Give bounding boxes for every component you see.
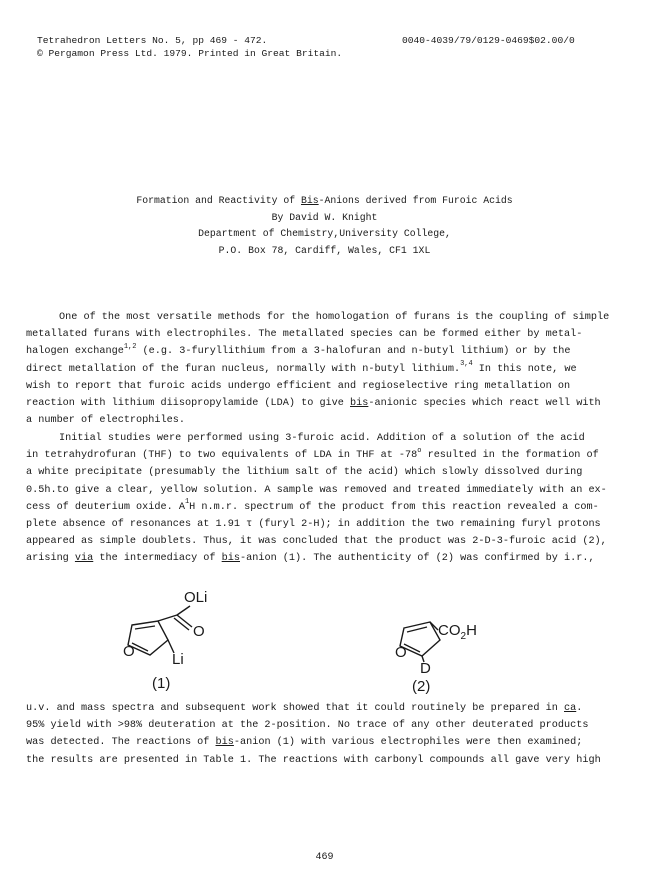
affiliation-line-1: Department of Chemistry,University College, xyxy=(198,228,451,239)
structure-1-oli: OLi xyxy=(184,589,208,606)
structure-2 xyxy=(390,610,510,698)
paragraph-3: u.v. and mass spectra and subsequent work showed that it could routinely be prepared in ca. 95% yield with >98% deuteration at the 2-position. No trace of any other deuterated products was detected. The reactions of bis-anion (1) with various electrophiles were then examined; the results are presented in Table 1. The reactions with carbonyl compounds all gave very high xyxy=(26,703,601,766)
structure-2-co2h: $CO_2H$ xyxy=(438,622,477,642)
structure-1-ring-o: O xyxy=(123,643,135,660)
structure-1-label: (1) xyxy=(152,675,171,692)
affiliation-line-2: P.O. Box 78, Cardiff, Wales, CF1 1XL xyxy=(218,244,431,256)
title-block xyxy=(0,193,649,259)
journal-citation: Tetrahedron Letters No. 5, pp 469 - 472. xyxy=(37,35,268,46)
author-line: By David W. Knight xyxy=(271,211,378,223)
structure-1 xyxy=(110,585,230,697)
structure-1-li: Li xyxy=(172,651,184,668)
copyright-line: © Pergamon Press Ltd. 1979. Printed in Great Britain. xyxy=(37,48,343,59)
structure-2-label: (2) xyxy=(412,678,431,695)
paragraph-1: One of the most versatile methods for the homologation of furans is the coupling of simple metallated furans with electrophiles. The metallated species can be formed either by metal- halogen exchange$^{1,2}$ (e.g. 3-furyllithium from a 3-halofuran and n-butyl lithium) or by the direct metallation of the furan nucleus, normally with n-butyl lithium.$^{3,4}$ In this note, we wish to report that furoic acids undergo efficient and regioselective ring metallation on reaction with lithium diisopropylamide (LDA) to give bis-anionic species which react well with a number of electrophiles. xyxy=(26,312,610,427)
page-number: 469 xyxy=(315,852,334,863)
article-title: Formation and Reactivity of Bis-Anions derived from Furoic Acids xyxy=(136,195,513,206)
structure-2-d: D xyxy=(420,660,431,677)
article-code: 0040-4039/79/0129-0469$02.00/0 xyxy=(402,35,575,46)
structure-1-carbonyl-o: O xyxy=(193,623,205,640)
structure-2-ring-o: O xyxy=(395,644,407,661)
paragraph-2: Initial studies were performed using 3-furoic acid. Addition of a solution of the acid in tetrahydrofuran (THF) to two equivalents of LDA in THF at -78$^o$ resulted in the formation of a white precipitate (presumably the lithium salt of the acid) which slowly dissolved during 0.5h.to give a clear, yellow solution. A sample was removed and treated immediately with an ex- cess of deuterium oxide. $A^1H$ n.m.r. spectrum of the product from this reaction revealed a com- plete absence of resonances at 1.91 τ (furyl 2-H); in addition the two remaining furyl protons appeared as simple doublets. Thus, it was concluded that the product was 2-D-3-furoic acid (2), arising via the intermediacy of bis-anion (1). The authenticity of (2) was confirmed by i.r., xyxy=(26,433,607,565)
